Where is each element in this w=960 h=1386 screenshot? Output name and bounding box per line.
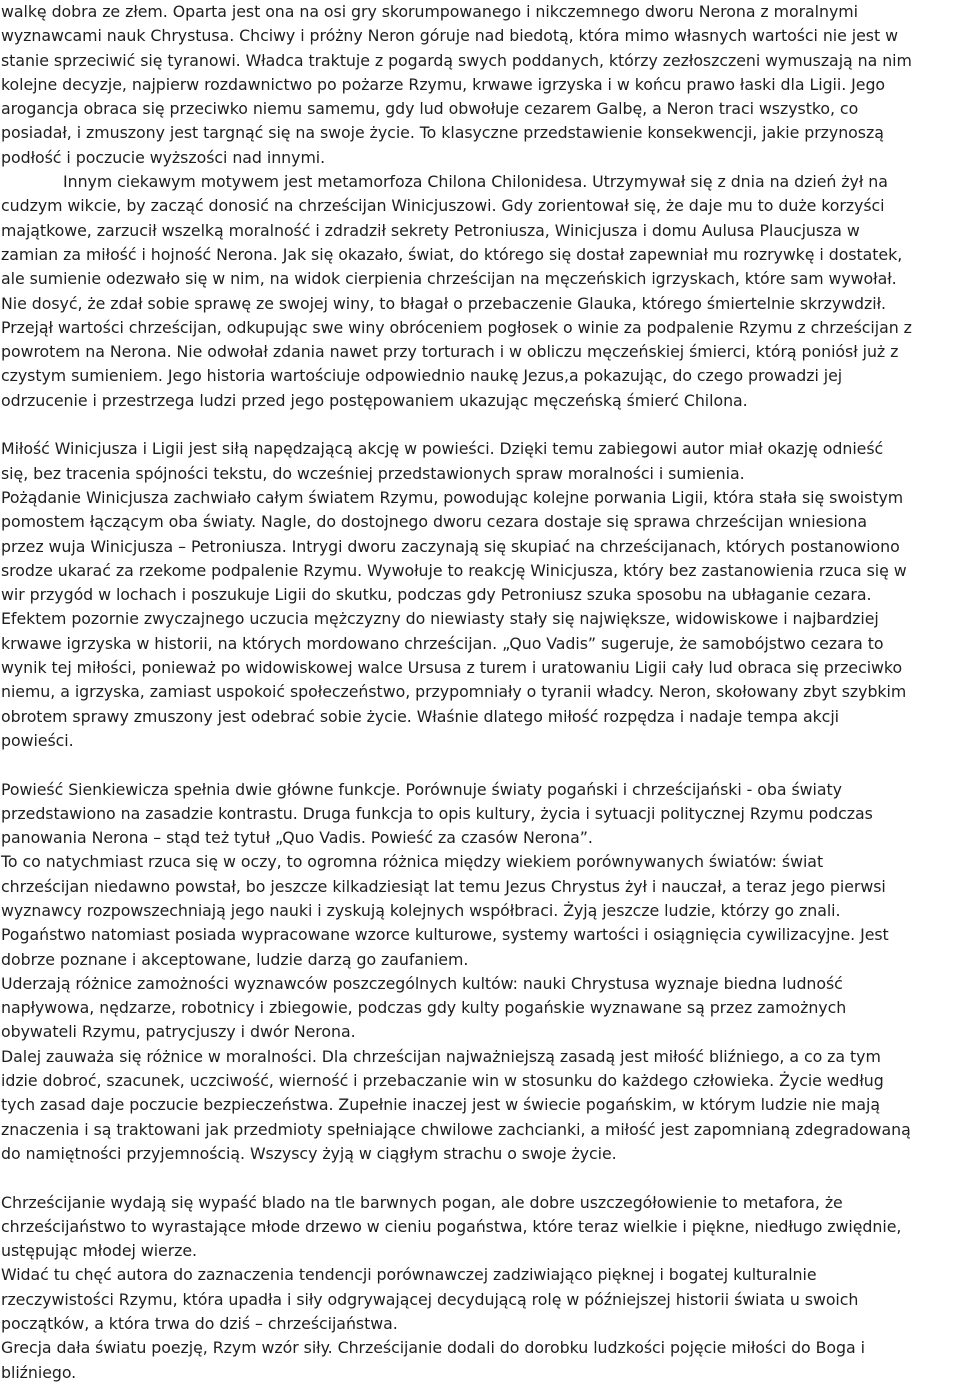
- text-line: zamian za miłość i hojność Nerona. Jak się okazało, świat, do którego się dostał zapewniał mu rozrywkę i dostatek,: [1, 244, 903, 264]
- text-line: majątkowe, zarzucił wszelką moralność i zdradził sekrety Petroniusza, Winicjusza i domu Aulusa Plaucjusza w: [1, 220, 860, 240]
- text-line: powieści.: [1, 730, 74, 750]
- text-line: chrześcijaństwo to wyrastające młode drzewo w cieniu pogaństwa, które teraz wielkie i piękne, niedługo zwiędnie,: [1, 1216, 902, 1236]
- text-line: idzie dobroć, szacunek, uczciwość, wierność i przebaczanie win w stosunku do każdego człowieka. Życie według: [1, 1071, 884, 1091]
- text-line: To co natychmiast rzuca się w oczy, to ogromna różnica między wiekiem porównywanych światów: świat: [1, 852, 824, 872]
- text-line: powrotem na Nerona. Nie odwołał zdania nawet przy torturach i w obliczu męczeńskiej śmierci, którą poniósł już z: [1, 342, 899, 362]
- text-line: ustępując młodej wierze.: [1, 1241, 198, 1261]
- text-line: Efektem pozornie zwyczajnego uczucia mężczyzny do niewiasty stały się największe, widowiskowe i najbardziej: [1, 609, 879, 629]
- text-line: kolejne decyzje, najpierw rozdawnictwo po pożarze Rzymu, krwawe igrzyska i w końcu prawo łaski dla Ligii. Jego: [1, 74, 886, 94]
- text-line: przedstawiono na zasadzie kontrastu. Druga funkcja to opis kultury, życia i sytuacji politycznej Rzymu podczas: [1, 803, 873, 823]
- text-line: walkę dobra ze złem. Oparta jest ona na osi gry skorumpowanego i nikczemnego dworu Nerona z moralnymi: [1, 2, 858, 21]
- text-line: Miłość Winicjusza i Ligii jest siłą napędzającą akcję w powieści. Dzięki temu zabiegowi autor miał okazję odnieść: [1, 439, 884, 459]
- text-line: napływowa, nędzarze, robotnicy i zbiegowie, podczas gdy kulty pogańskie wyznawane są przez zamożnych: [1, 998, 847, 1018]
- text-line: Przejął wartości chrześcijan, odkupując swe winy obróceniem pogłosek o winie za podpalenie Rzymu z chrześcijan z: [1, 317, 912, 337]
- text-line: krwawe igrzyska w historii, na których mordowano chrześcijan. „Quo Vadis” sugeruje, że samobójstwo cezara to: [1, 633, 884, 653]
- text-line: podłość i poczucie wyższości nad innymi.: [1, 147, 326, 167]
- text-line: pomostem łączącym oba światy. Nagle, do dostojnego dworu cezara dostaje się sprawa chrześcijan wniesiona: [1, 512, 867, 532]
- text-line: obywateli Rzymu, patrycjuszy i dwór Nerona.: [1, 1022, 356, 1042]
- text-line: panowania Nerona – stąd też tytuł „Quo Vadis. Powieść za czasów Nerona”.: [1, 828, 593, 848]
- text-line: wir przygód w lochach i poszukuje Ligii do skutku, podczas gdy Petroniusz szuka sposobu na ubłaganie cezara.: [1, 585, 872, 605]
- paragraph-gap: [1, 413, 958, 437]
- text-line: wyznawcy rozpowszechniają jego nauki i zyskują kolejnych współbraci. Żyją jeszcze ludzie, którzy go znali.: [1, 900, 841, 920]
- text-line: stanie sprzeciwić się tyranowi. Władca traktuje z pogardą swych poddanych, którzy zezłoszczeni wymuszają na nim: [1, 50, 912, 70]
- text-line: bliźniego.: [1, 1362, 77, 1382]
- text-line: Grecja dała światu poezję, Rzym wzór siły. Chrześcijanie dodali do dorobku ludzkości pojęcie miłości do Boga i: [1, 1338, 865, 1358]
- text-line: cudzym wikcie, by zacząć donosić na chrześcijan Winicjuszowi. Gdy zorientował się, że daje mu to duże korzyści: [1, 196, 885, 216]
- text-line: wyznawcami nauk Chrystusa. Chciwy i próżny Neron góruje nad biedotą, która mimo własnych wartości nie jest w: [1, 26, 898, 46]
- text-line: obrotem sprawy zmuszony jest odebrać sobie życie. Właśnie dlatego miłość rozpędza i nadaje tempa akcji: [1, 706, 839, 726]
- text-line: początków, a która trwa do dziś – chrześcijaństwa.: [1, 1314, 398, 1334]
- text-line: do namiętności przyjemnością. Wszyscy żyją w ciągłym strachu o swoje życie.: [1, 1143, 617, 1163]
- text-line: czystym sumieniem. Jego historia wartościuje odpowiednio naukę Jezus,a pokazując, do czego prowadzi jej: [1, 366, 843, 386]
- text-line: wynik tej miłości, ponieważ po widowiskowej walce Ursusa z turem i uratowaniu Ligii cały lud obraca się przeciwko: [1, 658, 903, 678]
- text-line: posiadał, i zmuszony jest targnąć się na swoje życie. To klasyczne przedstawienie konsekwencji, jakie przynoszą: [1, 123, 884, 143]
- text-line: rzeczywistości Rzymu, która upadła i siły odgrywającej decydującą rolę w późniejszej historii świata u swoich: [1, 1289, 859, 1309]
- paragraph-gap: [1, 1166, 958, 1190]
- text-line: Pożądanie Winicjusza zachwiało całym światem Rzymu, powodując kolejne porwania Ligii, która stała się swoistym: [1, 487, 904, 507]
- text-line: znaczenia i są traktowani jak przedmioty spełniające chwilowe zachcianki, a miłość jest zapomnianą zdegradowaną: [1, 1119, 911, 1139]
- text-line: Nie dosyć, że zdał sobie sprawę ze swojej winy, to błagał o przebaczenie Glauka, którego śmiertelnie skrzywdził.: [1, 293, 886, 313]
- text-line: dobrze poznane i akceptowane, ludzie darzą go zaufaniem.: [1, 949, 469, 969]
- paragraph-gap: [1, 753, 958, 777]
- text-line: Pogaństwo natomiast posiada wypracowane wzorce kulturowe, systemy wartości i osiągnięcia cywilizacyjne. Jest: [1, 925, 889, 945]
- text-line: przez wuja Winicjusza – Petroniusza. Intrygi dworu zaczynają się skupiać na chrześcijanach, których postanowiono: [1, 536, 900, 556]
- text-line: się, bez tracenia spójności tekstu, do wcześniej przedstawionych spraw moralności i sumienia.: [1, 463, 745, 483]
- text-line: tych zasad daje poczucie bezpieczeństwa. Zupełnie inaczej jest w świecie pogańskim, w którym ludzie nie mają: [1, 1095, 880, 1115]
- text-line: Innym ciekawym motywem jest metamorfoza Chilona Chilonidesa. Utrzymywał się z dnia na dzień żył na: [63, 172, 888, 192]
- text-line: Powieść Sienkiewicza spełnia dwie główne funkcje. Porównuje światy pogański i chrześcijański - oba światy: [1, 779, 842, 799]
- text-line: ale sumienie odezwało się w nim, na widok cierpienia chrześcijan na męczeńskich igrzyskach, które sam wywołał.: [1, 269, 897, 289]
- text-line: odrzucenie i przestrzega ludzi przed jego postępowaniem ukazując męczeńską śmierć Chilona.: [1, 390, 748, 410]
- text-line: niemu, a igrzyska, zamiast uspokoić społeczeństwo, przypomniały o tyranii władcy. Neron, skołowany zbyt szybkim: [1, 682, 907, 702]
- text-line: chrześcijan niedawno powstał, bo jeszcze kilkadziesiąt lat temu Jezus Chrystus żył i nauczał, a teraz jego pierwsi: [1, 876, 886, 896]
- text-line: Dalej zauważa się różnice w moralności. Dla chrześcijan najważniejszą zasadą jest miłość bliźniego, a co za tym: [1, 1046, 881, 1066]
- text-line: Uderzają różnice zamożności wyznawców poszczególnych kultów: nauki Chrystusa wyznaje biedna ludność: [1, 973, 843, 993]
- text-line: arogancja obraca się przeciwko niemu samemu, gdy lud obwołuje cezarem Galbę, a Neron traci wszystko, co: [1, 99, 859, 119]
- text-line: Chrześcijanie wydają się wypaść blado na tle barwnych pogan, ale dobre uszczegółowienie to metafora, że: [1, 1192, 843, 1212]
- text-line: srodze ukarać za rzekome podpalenie Rzymu. Wywołuje to reakcję Winicjusza, który bez zastanowienia rzuca się w: [1, 560, 907, 580]
- text-line: Widać tu chęć autora do zaznaczenia tendencji porównawczej zadziwiająco pięknej i bogatej kulturalnie: [1, 1265, 817, 1285]
